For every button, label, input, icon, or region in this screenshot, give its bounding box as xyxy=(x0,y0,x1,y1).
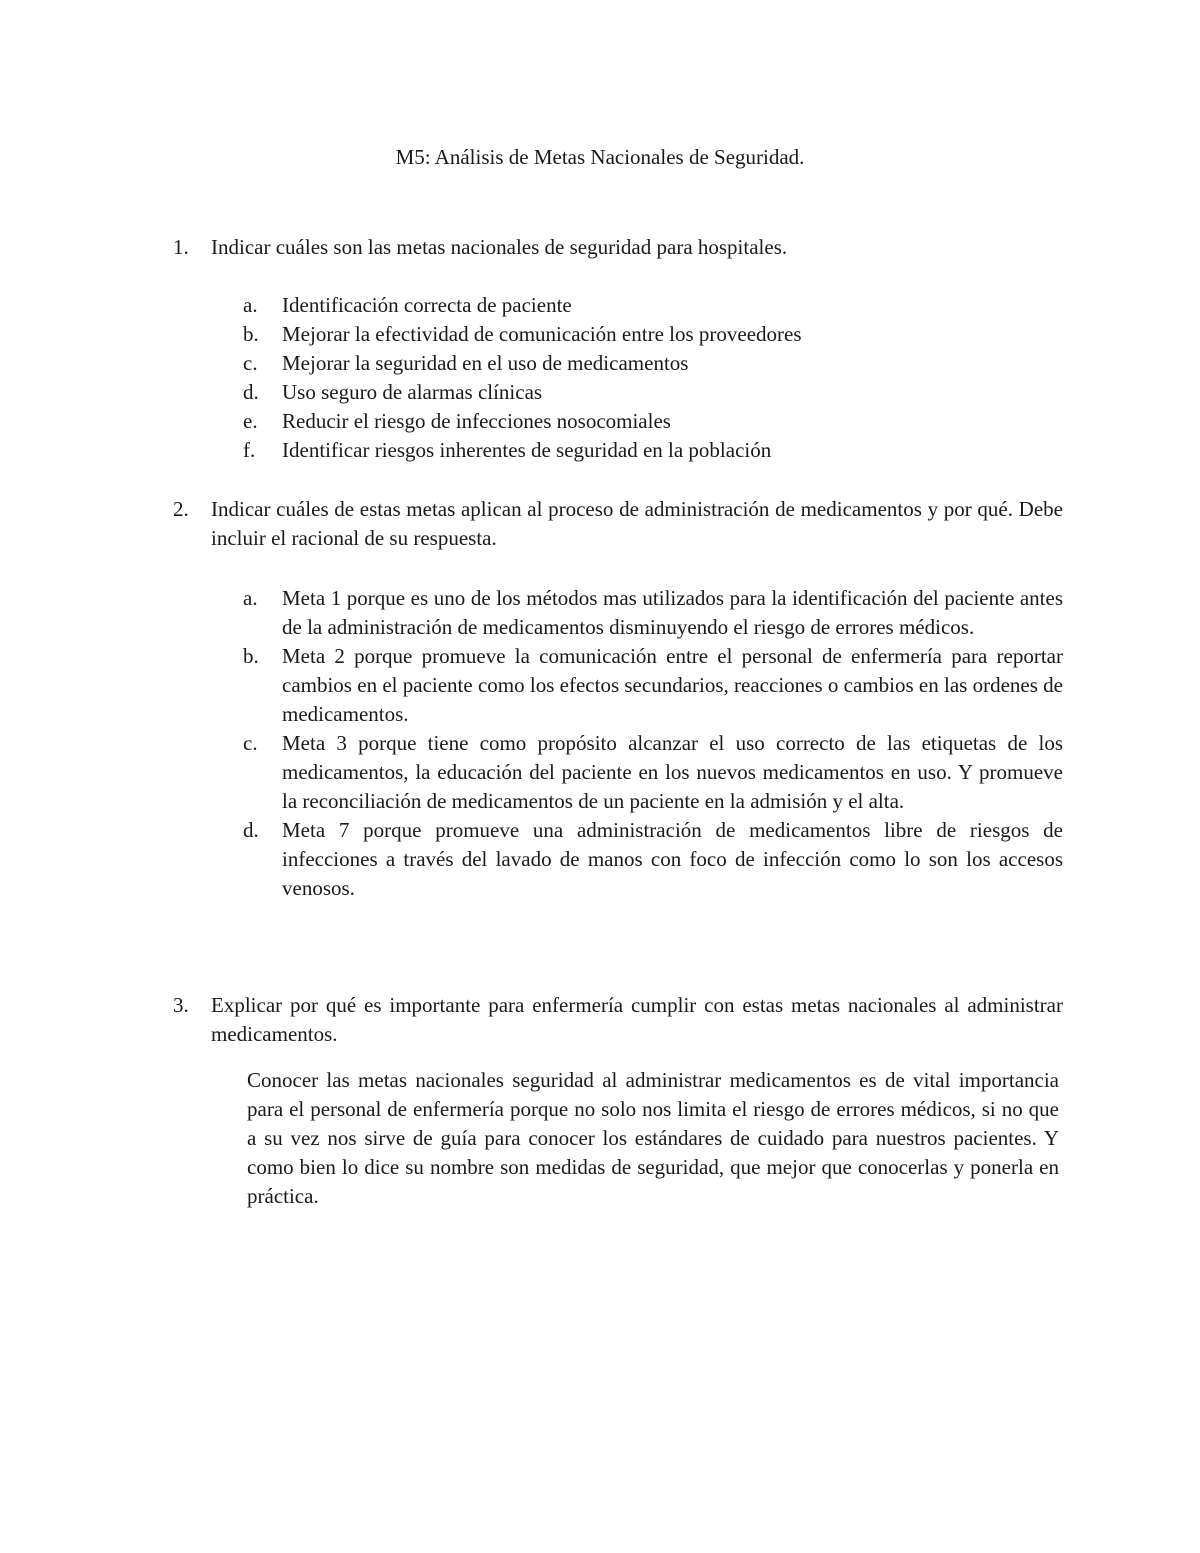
list-item-text: Uso seguro de alarmas clínicas xyxy=(282,380,543,404)
question-text: Explicar por qué es importante para enfermería cumplir con estas metas nacionales al administrar medicamentos. xyxy=(211,993,1063,1046)
document-title: M5: Análisis de Metas Nacionales de Seguridad. xyxy=(395,145,805,169)
question-number: 3. xyxy=(173,993,189,1017)
list-item-letter: a. xyxy=(243,586,258,610)
list-item xyxy=(243,378,1063,407)
question-2 xyxy=(173,495,1063,553)
question-1 xyxy=(173,233,1063,262)
list-item-letter: c. xyxy=(243,731,258,755)
list-item xyxy=(243,642,1063,729)
list-item-text: Identificar riesgos inherentes de seguridad en la población xyxy=(282,438,772,462)
question-2-answer-list xyxy=(243,584,1063,903)
list-item-text: Identificación correcta de paciente xyxy=(282,293,572,317)
question-text: Indicar cuáles son las metas nacionales de seguridad para hospitales. xyxy=(211,235,788,259)
question-3 xyxy=(173,991,1063,1049)
list-item-letter: b. xyxy=(243,644,259,668)
question-number: 1. xyxy=(173,235,189,259)
list-item xyxy=(243,349,1063,378)
list-item-letter: d. xyxy=(243,818,259,842)
list-item xyxy=(243,407,1063,436)
list-item xyxy=(243,729,1063,816)
list-item xyxy=(243,584,1063,642)
list-item-text: Meta 1 porque es uno de los métodos mas utilizados para la identificación del paciente antes de la administración de medicamentos disminuyendo el riesgo de errores médicos. xyxy=(282,586,1063,639)
question-text: Indicar cuáles de estas metas aplican al proceso de administración de medicamentos y por qué. Debe incluir el racional de su respuesta. xyxy=(211,497,1063,550)
list-item-text: Meta 3 porque tiene como propósito alcanzar el uso correcto de las etiquetas de los medicamentos, la educación del paciente en los nuevos medicamentos en uso. Y promueve la reconciliación de medicamentos de un paciente en la admisión y el alta. xyxy=(282,731,1063,813)
list-item-text: Mejorar la efectividad de comunicación entre los proveedores xyxy=(282,322,802,346)
list-item xyxy=(243,436,1063,465)
list-item-letter: a. xyxy=(243,293,258,317)
question-1-answer-list xyxy=(243,291,1063,465)
list-item-text: Meta 7 porque promueve una administración de medicamentos libre de riesgos de infecciones a través del lavado de manos con foco de infección como lo son los accesos venosos. xyxy=(282,818,1063,900)
list-item xyxy=(243,816,1063,903)
question-3-answer: Conocer las metas nacionales seguridad al administrar medicamentos es de vital importancia para el personal de enfermería porque no solo nos limita el riesgo de errores médicos, si no que a su vez nos sirve de guía para conocer los estándares de cuidado para nuestros pacientes. Y como bien lo dice su nombre son medidas de seguridad, que mejor que conocerlas y ponerla en práctica. xyxy=(247,1068,1059,1208)
list-item-letter: b. xyxy=(243,322,259,346)
list-item-text: Reducir el riesgo de infecciones nosocomiales xyxy=(282,409,671,433)
list-item xyxy=(243,291,1063,320)
list-item-letter: e. xyxy=(243,409,258,433)
list-item-text: Mejorar la seguridad en el uso de medicamentos xyxy=(282,351,689,375)
list-item-letter: c. xyxy=(243,351,258,375)
list-item-letter: f. xyxy=(243,438,256,462)
question-number: 2. xyxy=(173,497,189,521)
list-item-text: Meta 2 porque promueve la comunicación entre el personal de enfermería para reportar cambios en el paciente como los efectos secundarios, reacciones o cambios en las ordenes de medicamentos. xyxy=(282,644,1063,726)
list-item xyxy=(243,320,1063,349)
list-item-letter: d. xyxy=(243,380,259,404)
